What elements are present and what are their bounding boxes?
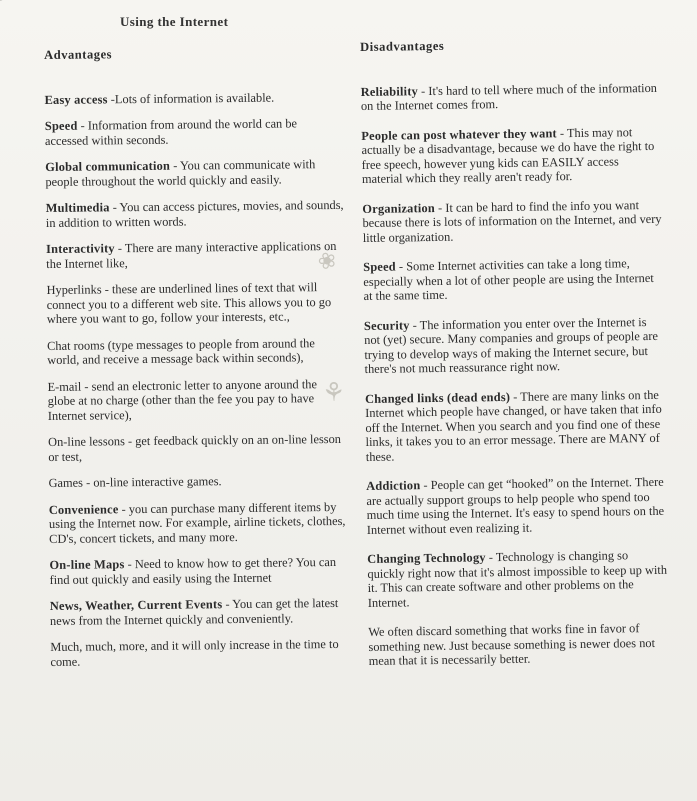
item-text: - It can be hard to find the info you want because there is lots of information on the Internet, and very little organization.	[362, 197, 662, 245]
item-text: - Some Internet activities can take a long time, especially when a lot of other people are using the Internet at the same time.	[363, 256, 654, 303]
advantages-heading: Advantages	[44, 47, 113, 62]
list-item	[365, 387, 666, 464]
list-item	[47, 335, 345, 367]
list-item	[368, 621, 669, 669]
list-item	[46, 198, 344, 230]
item-text: - There are many interactive applications on the Internet like,	[46, 238, 337, 271]
list-item	[48, 473, 346, 491]
faint-flower-doodle: ⚘	[322, 378, 346, 407]
item-text: - Technology is changing so quickly right now that it's almost impossible to keep up with it. This can create software and other problems on the Internet.	[367, 548, 668, 610]
item-text: - There are many links on the Internet which people have changed, or have taken that info off the Internet. When you search and you find one of these links, it takes you to an error message. There are MANY of these.	[365, 387, 662, 464]
item-text: - Information from around the world can be accessed within seconds.	[44, 116, 298, 148]
item-term: News, Weather, Current Events	[49, 597, 223, 613]
disadvantages-column	[360, 36, 669, 684]
item-text: - You can communicate with people throughout the world quickly and easily.	[45, 157, 316, 189]
list-item	[46, 239, 344, 271]
faint-doodle-mark: ❀	[314, 245, 340, 276]
item-text: - you can purchase many different items by using the Internet now. For example, airline tickets, clothes, CD's, concert tickets, and many more.	[48, 499, 346, 546]
item-text: - The information you enter over the Internet is not (yet) secure. Many companies and groups of people are trying to develop ways of making the Internet secure, but there's not much reassurance right now.	[364, 314, 659, 376]
advantages-column	[44, 45, 349, 681]
list-item	[45, 157, 343, 189]
document-title: Using the Internet	[120, 14, 229, 29]
item-text: Much, much, more, and it will only increase in the time to come.	[50, 636, 339, 669]
list-item	[47, 376, 345, 423]
item-term: Security	[363, 317, 410, 333]
item-text: - People can get “hooked” on the Internet. There are actually support groups to help people who spend too much time using the Internet. It's easy to spend hours on the Internet without even realizing it.	[366, 474, 665, 537]
page-corner-fold	[0, 0, 50, 17]
list-item	[44, 89, 342, 107]
item-term: Changed links (dead ends)	[364, 389, 511, 406]
advantages-list	[44, 89, 348, 669]
item-term: Changing Technology	[367, 550, 486, 566]
item-text: - This may not actually be a disadvantage, because we do have the right to free speech, however yung kids can EASILY access material which they really aren't ready for.	[361, 124, 655, 186]
disadvantages-list	[361, 80, 669, 668]
item-text: - Need to know how to get there? You can find out quickly and easily using the Internet	[49, 554, 337, 587]
item-text: Games - on-line interactive games.	[48, 474, 222, 490]
list-item	[49, 499, 347, 546]
item-text: - It's hard to tell where much of the information on the Internet comes from.	[360, 80, 658, 113]
item-term: On-line Maps	[49, 557, 125, 572]
list-item	[50, 637, 348, 669]
item-term: Convenience	[48, 501, 119, 517]
item-term: Reliability	[360, 83, 419, 99]
item-term: Multimedia	[45, 200, 110, 215]
list-item	[48, 432, 346, 464]
list-item	[366, 475, 667, 537]
item-text: - You can access pictures, movies, and sounds, in addition to written words.	[45, 197, 344, 230]
item-text: -Lots of information is available.	[107, 90, 275, 106]
item-text: - You can get the latest news from the Internet quickly and conveniently.	[49, 595, 339, 628]
list-item	[363, 256, 664, 304]
list-item	[49, 555, 347, 587]
list-item	[362, 197, 663, 245]
list-item	[45, 116, 343, 148]
item-term: Addiction	[366, 478, 421, 493]
item-text: Chat rooms (type messages to people from around the world, and receive a message back within seconds),	[47, 335, 315, 367]
list-item	[361, 80, 661, 113]
item-term: Speed	[44, 118, 78, 133]
item-term: Interactivity	[46, 241, 115, 256]
item-text: On-line lessons - get feedback quickly on an on-line lesson or test,	[48, 431, 342, 464]
item-term: Global communication	[45, 158, 171, 174]
disadvantages-heading: Disadvantages	[360, 38, 445, 54]
list-item	[46, 280, 344, 327]
item-term: Speed	[363, 259, 396, 274]
list-item	[50, 596, 348, 628]
item-text: Hyperlinks - these are underlined lines of text that will connect you to a different web site. This allows you to go where you want to go, follow your interests, etc.,	[46, 280, 332, 326]
list-item	[367, 548, 668, 610]
item-text: E-mail - send an electronic letter to anyone around the globe at no charge (other than the fee you pay to have Internet service),	[47, 376, 317, 423]
list-item	[364, 314, 665, 376]
list-item	[361, 124, 662, 186]
item-text: We often discard something that works fine in favor of something new. Just because something is newer does not mean that it is necessarily better.	[368, 621, 656, 668]
item-term: Organization	[362, 200, 436, 216]
item-term: Easy access	[44, 91, 108, 107]
item-term: People can post whatever they want	[361, 125, 557, 143]
